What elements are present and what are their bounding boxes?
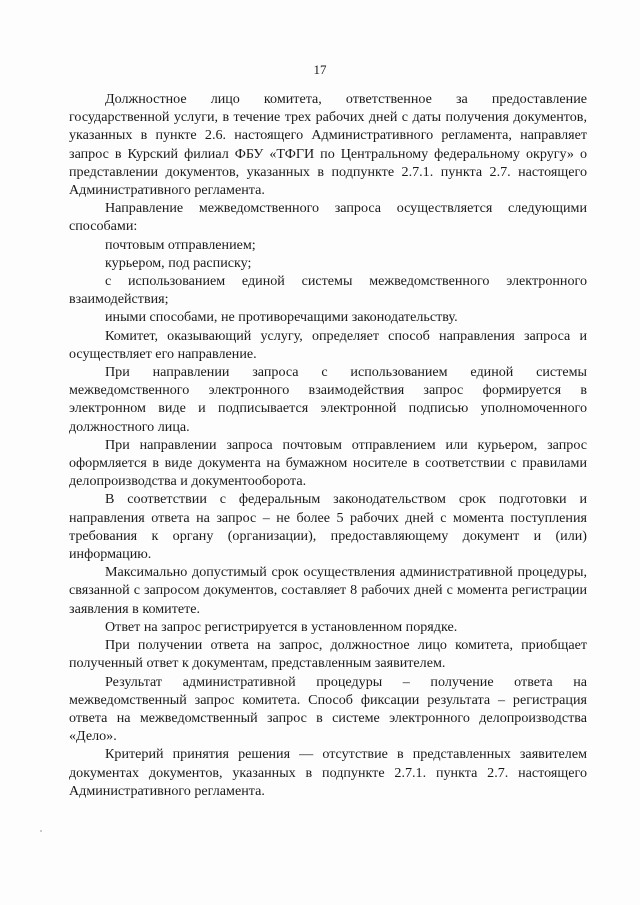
paragraph-paper-request: При направлении запроса почтовым отправлением или курьером, запрос оформляется в виде документа на бумажном носителе в соответствии с правилами делопроизводства и документооборота.: [69, 436, 587, 490]
paragraph-request-methods: Направление межведомственного запроса осуществляется следующими способами:: [69, 200, 587, 235]
paragraph-response-deadline: В соответствии с федеральным законодательством срок подготовки и направления ответа на запрос – не более 5 рабочих дней с момента поступления требования к органу (организации), предоставляющему документ и (или) информацию.: [69, 491, 587, 563]
paragraph-committee-method: Комитет, оказывающий услугу, определяет способ направления запроса и осуществляет его направление.: [69, 327, 587, 362]
paragraph-decision-criterion: Критерий принятия решения — отсутствие в представленных заявителем документах документов, указанных в подпункте 2.7.1. пункта 2.7. настоящего Административного регламента.: [69, 746, 587, 799]
document-body: [69, 90, 587, 800]
scan-speck: [40, 830, 42, 832]
paragraph-response-attachment: При получении ответа на запрос, должностное лицо комитета, приобщает полученный ответ к документам, представленным заявителем.: [69, 637, 587, 672]
list-item-other-methods: иными способами, не противоречащими законодательству.: [105, 309, 458, 326]
paragraph-procedure-result: Результат административной процедуры – получение ответа на межведомственный запрос комитета. Способ фиксации результата – регистрация ответа на межведомственный запрос в системе электронного делопроизводства «Дело».: [69, 673, 587, 745]
paragraph-response-registration: Ответ на запрос регистрируется в установленном порядке.: [105, 618, 458, 635]
paragraph-max-duration: Максимально допустимый срок осуществления административной процедуры, связанной с запросом документов, составляет 8 рабочих дней с момента регистрации заявления в комитете.: [69, 564, 587, 617]
page-number: 17: [313, 62, 327, 77]
list-item-smev: с использованием единой системы межведомственного электронного взаимодействия;: [69, 273, 587, 308]
paragraph-electronic-request: При направлении запроса с использованием единой системы межведомственного электронного взаимодействия запрос формируется в электронном виде и подписывается электронной подписью уполномоченного должностного лица.: [69, 364, 587, 435]
list-item-courier: курьером, под расписку;: [105, 254, 252, 271]
paragraph-request-procedure: Должностное лицо комитета, ответственное за предоставление государственной услуги, в течение трех рабочих дней с даты получения документов, указанных в пункте 2.6. настоящего Административного регламента, направляет запрос в Курский филиал ФБУ «ТФГИ по Центральному федеральному округу» о представлении документов, указанных в подпункте 2.7.1. пункта 2.7. настоящего Административного регламента.: [69, 91, 587, 199]
list-item-mail: почтовым отправлением;: [105, 236, 256, 253]
